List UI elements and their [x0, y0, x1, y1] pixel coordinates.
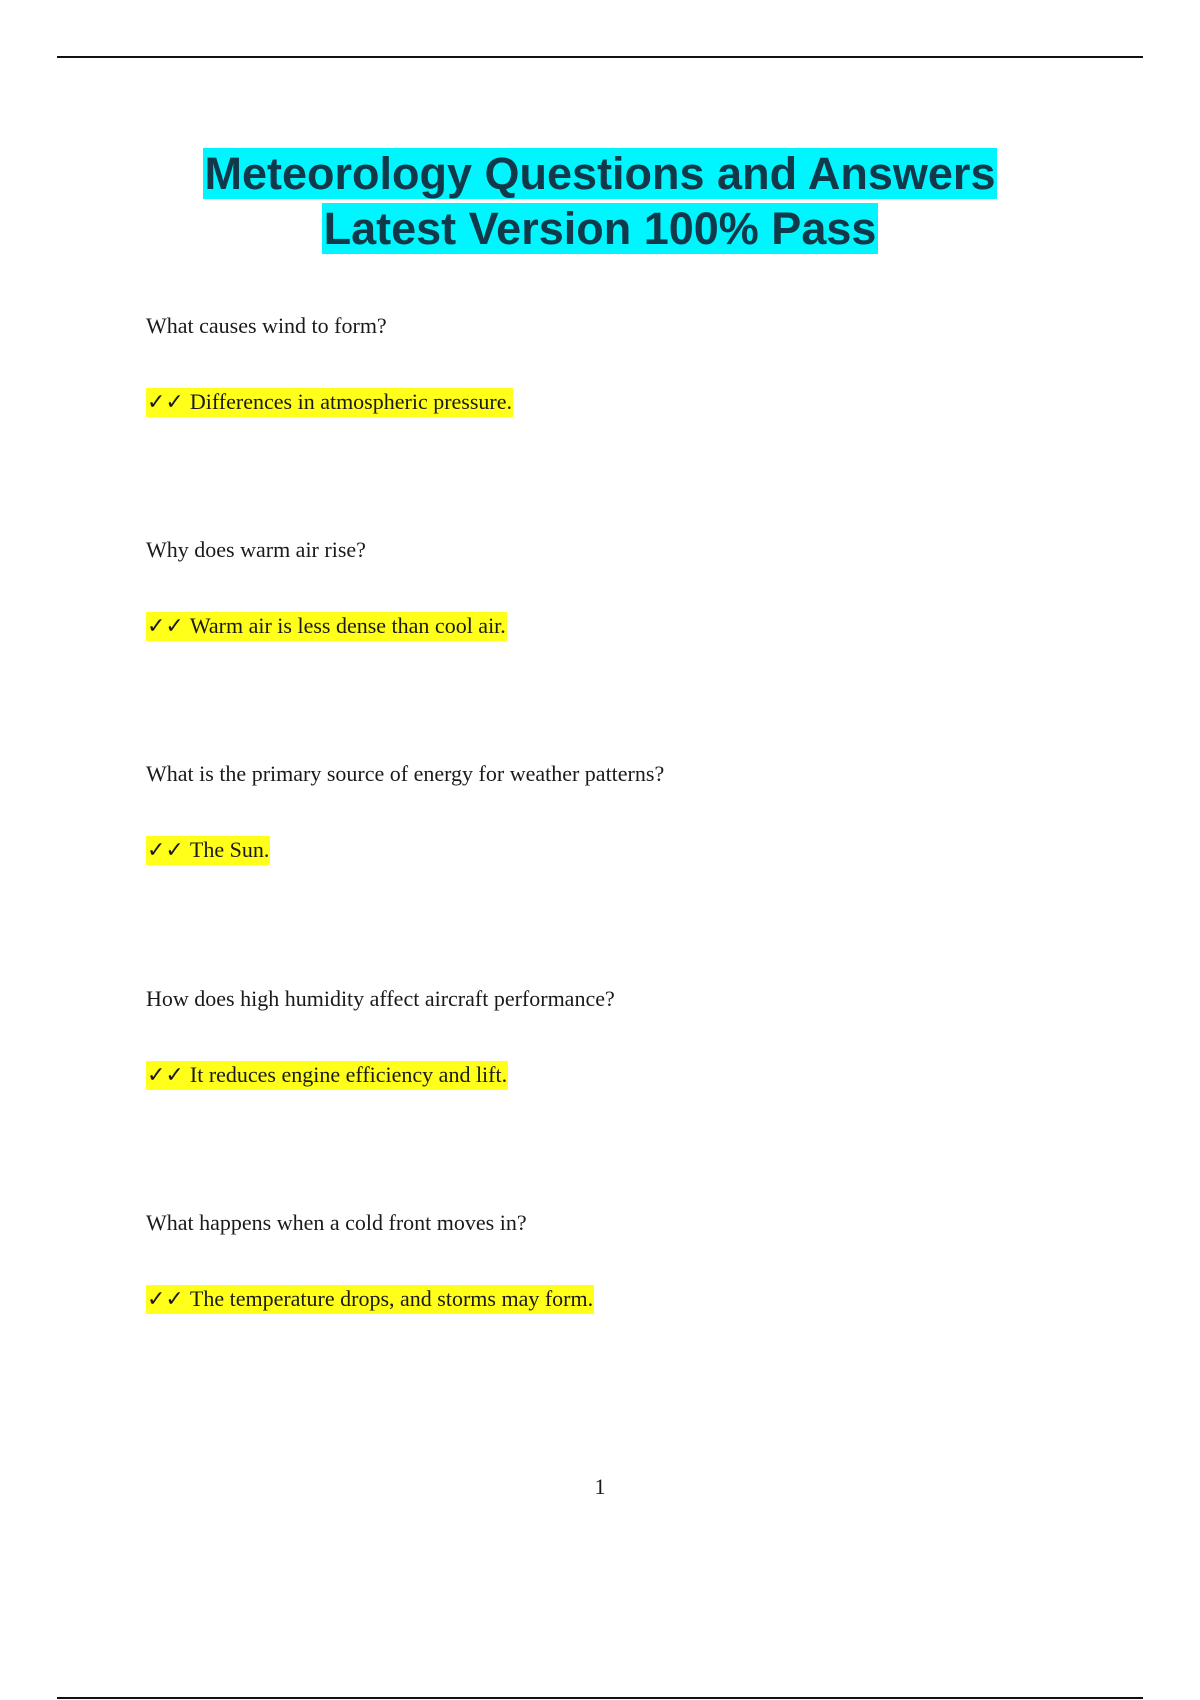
double-check-icon: ✓✓	[147, 1063, 184, 1088]
double-check-icon: ✓✓	[147, 838, 184, 863]
question-text: What causes wind to form?	[146, 313, 387, 338]
double-check-icon: ✓✓	[147, 390, 184, 415]
answer-text: The temperature drops, and storms may form.	[189, 1286, 594, 1311]
document-title	[0, 146, 1200, 256]
answer-highlight	[146, 1285, 594, 1314]
answer-text: It reduces engine efficiency and lift.	[189, 1062, 508, 1087]
answer-highlight	[146, 1061, 508, 1090]
answer-highlight	[146, 612, 507, 641]
question-text: How does high humidity affect aircraft performance?	[146, 986, 615, 1011]
qa-item-5	[146, 1209, 1146, 1314]
question-text: What is the primary source of energy for weather patterns?	[146, 761, 665, 786]
answer-line	[146, 388, 1146, 417]
bottom-rule	[57, 1697, 1143, 1699]
answer-highlight	[146, 388, 513, 417]
title-line-1: Meteorology Questions and Answers	[204, 148, 996, 199]
question-text: Why does warm air rise?	[146, 537, 366, 562]
double-check-icon: ✓✓	[147, 614, 184, 639]
double-check-icon: ✓✓	[147, 1287, 184, 1312]
question-text: What happens when a cold front moves in?	[146, 1210, 527, 1235]
answer-line	[146, 1285, 1146, 1314]
qa-item-2	[146, 536, 1146, 641]
answer-line	[146, 836, 1146, 865]
answer-text: The Sun.	[189, 837, 270, 862]
answer-text: Warm air is less dense than cool air.	[189, 613, 506, 638]
answer-text: Differences in atmospheric pressure.	[189, 389, 513, 414]
answer-line	[146, 1061, 1146, 1090]
qa-item-3	[146, 760, 1146, 865]
qa-item-1	[146, 312, 1146, 417]
page-number: 1	[594, 1474, 606, 1499]
answer-line	[146, 612, 1146, 641]
qa-item-4	[146, 985, 1146, 1090]
answer-highlight	[146, 836, 270, 865]
title-line-2: Latest Version 100% Pass	[323, 203, 877, 254]
top-rule	[57, 56, 1143, 58]
